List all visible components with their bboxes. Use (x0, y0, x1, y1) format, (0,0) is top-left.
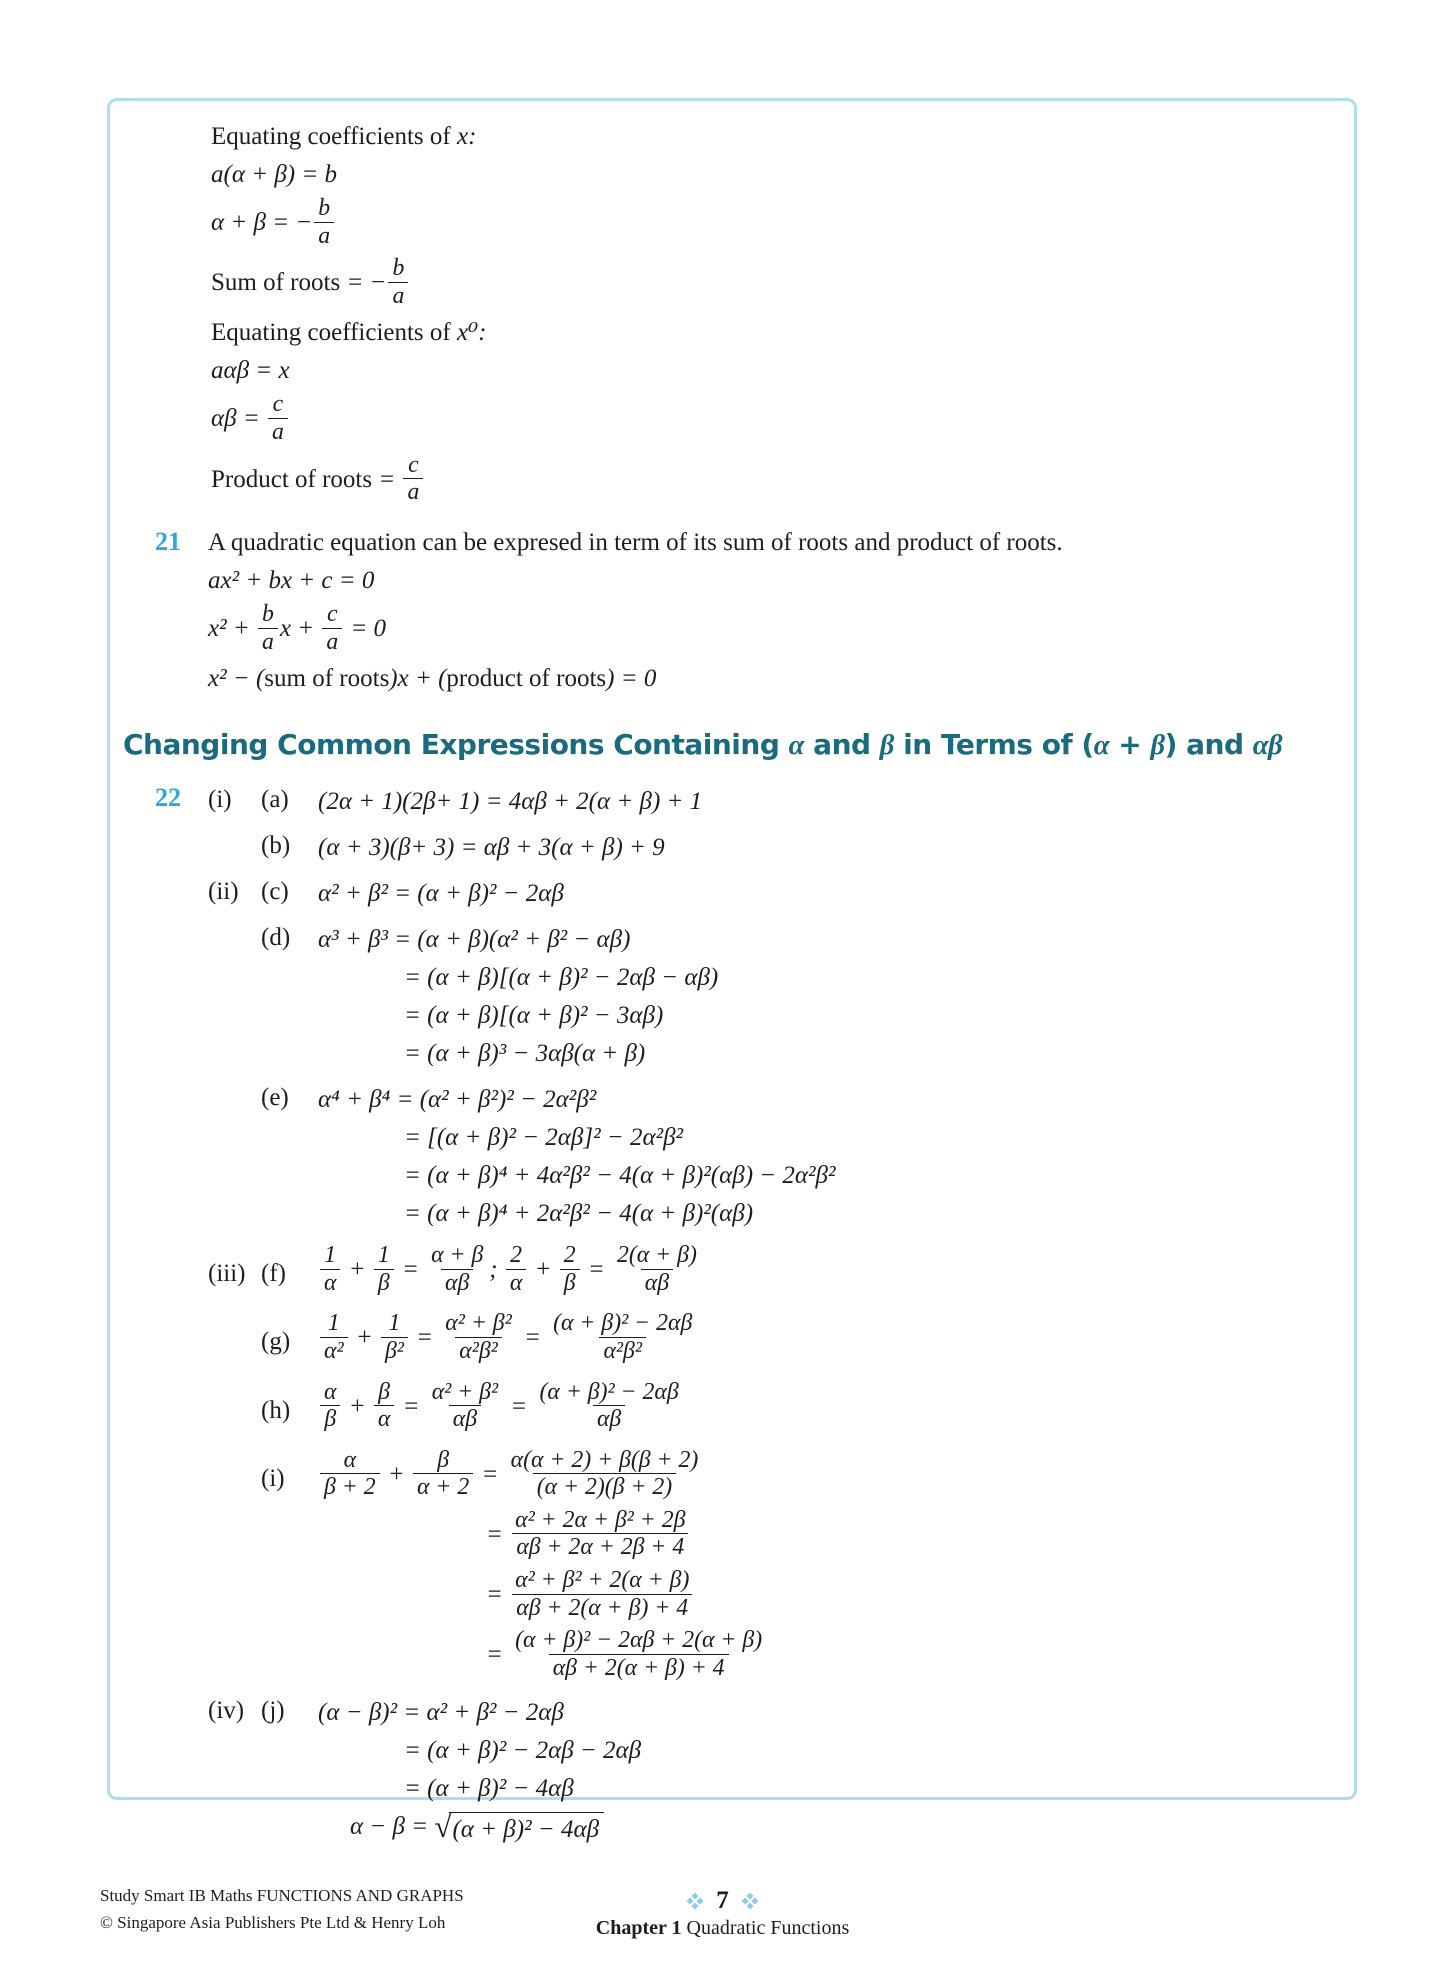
equation-line: Equating coefficients of x⁰: (211, 319, 487, 347)
fraction: $\frac{2}{\alpha}$ (506, 1242, 526, 1296)
chapter-line (0, 1917, 1445, 1940)
equation-line: $\frac{\alpha}{\beta + 2}$ + $\frac{\beta}{\alpha + 2}$ = $\frac{\alpha(\alpha + 2) + \beta(\beta + 2)}{(\alpha + 2)(\beta + 2)}$ (318, 1449, 1324, 1503)
equation-line: = (α + β)² − 4αβ (404, 1775, 574, 1803)
equation-line: $\frac{1}{\text{α²}}$ + $\frac{1}{\text{β²}}$ = $\frac{\text{α² + β²}}{\text{α²β²}}$ = $\frac{\text{(α + β)² − 2αβ}}{\text{α²β²}}$ (318, 1312, 1324, 1366)
equation-line: = (α + β)² − 2αβ − 2αβ (404, 1737, 642, 1765)
equation-line: = (α + β)⁴ + 2α²β² − 4(α + β)²(αβ) (404, 1200, 754, 1228)
book-title: Study Smart IB Maths FUNCTIONS AND GRAPHS (100, 1886, 464, 1906)
letter-label: (i) (261, 1464, 285, 1492)
ornament-diamond-icon (741, 1893, 758, 1910)
equation-group (318, 826, 1324, 870)
equation-line: = [(α + β)² − 2αβ]² − 2α²β² (404, 1124, 684, 1152)
roman-numeral-label (208, 1375, 261, 1441)
chapter-label: Chapter 1 (595, 1917, 682, 1939)
roman-numeral-label (208, 918, 261, 1076)
letter-label: (j) (261, 1697, 285, 1725)
equation-line: α² + β² = (α + β)² − 2αβ (318, 880, 564, 908)
equation-line: = (α + β)⁴ + 4α²β² − 4(α + β)²(αβ) − 2α²β² (404, 1162, 836, 1190)
equation-line: (α − β)² = α² + β² − 2αβ (318, 1699, 564, 1727)
roman-numeral-label: (iii) (208, 1260, 246, 1288)
equation-line: α³ + β³ = (α + β)(α² + β² − αβ) (318, 926, 631, 954)
equation-line: α⁴ + β⁴ = (α² + β²)² − 2α²β² (318, 1086, 597, 1114)
exercise-row (208, 780, 1324, 824)
square-root: √ (α + β)² − 4αβ (434, 1812, 604, 1846)
fraction: $\frac{\alpha(\alpha + 2) + \beta(\beta + 2)}{(\alpha + 2)(\beta + 2)}$ (510, 1446, 699, 1501)
exercise-row (208, 1375, 1324, 1441)
equation-group (318, 1443, 1324, 1690)
equation-line: Equating coefficients of x: (211, 123, 477, 150)
equation-group (318, 1375, 1324, 1441)
ornament-diamond-icon (687, 1893, 704, 1910)
page-number: 7 (716, 1887, 729, 1914)
fraction: $\frac{1}{\beta}$ (374, 1242, 394, 1296)
copyright-line: © Singapore Asia Publishers Pte Ltd & Henry Loh (100, 1912, 446, 1932)
letter-label: (d) (261, 924, 291, 952)
fraction: $\frac{\text{α² + β² + 2(α + β)}}{\alpha\beta + 2(\alpha + \beta) + 4}$ (511, 1567, 693, 1621)
fraction: $\frac{b}{a}$ (388, 255, 408, 309)
fraction: $\frac{\alpha}{\beta + 2}$ (320, 1447, 380, 1501)
letter-label: (g) (261, 1328, 291, 1356)
exercise-row (208, 1443, 1324, 1690)
equation-line: (α + 3)(β+ 3) = αβ + 3(α + β) + 9 (318, 834, 665, 862)
equation-line: ax² + bx + c = 0 (208, 567, 375, 595)
fraction: $\frac{\beta}{\alpha + 2}$ (413, 1447, 473, 1501)
equation-line: $\frac{\alpha}{\beta}$ + $\frac{\beta}{\alpha}$ = $\frac{\text{α² + β²}}{\alpha\beta}$ = $\frac{\text{(α + β)² − 2αβ}}{\alpha\beta}$ (318, 1381, 1324, 1435)
equation-group (318, 872, 1324, 916)
fraction: $\frac{2}{\beta}$ (560, 1242, 580, 1296)
fraction: $\frac{\text{(α + β)² − 2αβ + 2(α + β)}}{\alpha\beta + 2(\alpha + \beta) + 4}$ (515, 1627, 763, 1681)
page-number-row (0, 1887, 1445, 1915)
equation-line: α − β = √ (α + β)² − 4αβ (350, 1811, 1324, 1845)
equation-line: = (α + β)[(α + β)² − 2αβ − αβ) (404, 964, 719, 992)
item-22 (155, 780, 1324, 1854)
fraction: $\frac{\alpha + \beta}{\alpha\beta}$ (431, 1242, 484, 1296)
fraction: $\frac{c}{a}$ (403, 452, 423, 506)
equation-group (318, 780, 1324, 824)
roman-numeral-label: (ii) (208, 878, 239, 906)
equation-line: = $\frac{\text{α² + 2α + β² + 2β}}{\alpha\beta + 2\alpha + 2\beta + 4}$ (486, 1509, 1324, 1563)
equation-line: $\frac{1}{\alpha}$ + $\frac{1}{\beta}$ = $\frac{\alpha + \beta}{\alpha\beta}$ ; $\frac{2}{\alpha}$ + $\frac{2}{\beta}$ = $\frac{2(\alpha + \beta)}{\alpha\beta}$ (318, 1244, 1324, 1298)
fraction: $\frac{2(\alpha + \beta)}{\alpha\beta}$ (616, 1242, 697, 1296)
exercise-row (208, 918, 1324, 1076)
roman-numeral-label: (iv) (208, 1697, 245, 1725)
exercise-row (208, 1078, 1324, 1236)
fraction: $\frac{\alpha}{\beta}$ (320, 1379, 340, 1433)
item-21-body (208, 524, 1324, 702)
equation-line: = (α + β)³ − 3αβ(α + β) (404, 1040, 646, 1068)
exercise-row (208, 826, 1324, 870)
fraction: $\frac{\text{(α + β)² − 2αβ}}{\alpha\beta}$ (539, 1378, 679, 1433)
item-22-rows (208, 780, 1324, 1854)
roman-numeral-label (208, 1443, 261, 1690)
intro-derivation (211, 121, 1324, 508)
equation-group (318, 1238, 1324, 1304)
equation-line: Sum of roots = − $\frac{b}{a}$ (211, 257, 1324, 311)
fraction: $\frac{1}{\text{β²}}$ (381, 1310, 408, 1364)
letter-label: (a) (261, 786, 289, 814)
letter-label: (c) (261, 878, 289, 906)
roman-numeral-label (208, 1078, 261, 1236)
radical-icon: √ (434, 1808, 452, 1844)
exercise-row (208, 1238, 1324, 1304)
equation-group (318, 1691, 1324, 1851)
fraction: $\frac{b}{a}$ (258, 601, 278, 655)
equation-line: Product of roots = $\frac{c}{a}$ (211, 454, 1324, 508)
roman-numeral-label: (i) (208, 786, 232, 814)
letter-label: (h) (261, 1396, 291, 1424)
question-number: 21 (155, 526, 181, 556)
fraction: $\frac{b}{a}$ (314, 195, 334, 249)
equation-line: = $\frac{\text{(α + β)² − 2αβ + 2(α + β)}}{\alpha\beta + 2(\alpha + \beta) + 4}$ (486, 1629, 1324, 1683)
equation-group (318, 1078, 1324, 1236)
question-number: 22 (155, 783, 181, 813)
fraction: $\frac{c}{a}$ (322, 601, 342, 655)
exercise-row (208, 872, 1324, 916)
letter-label: (f) (261, 1260, 286, 1288)
equation-line: x² + $\frac{b}{a}$ x + $\frac{c}{a}$ = 0 (208, 601, 387, 655)
exercise-row (208, 1306, 1324, 1372)
roman-numeral-label (208, 1306, 261, 1372)
section-heading: Changing Common Expressions Containing α and β in Terms of (α + β) and αβ (123, 728, 1283, 762)
item-21 (155, 524, 1324, 702)
equation-group (318, 1306, 1324, 1372)
letter-label: (e) (261, 1084, 289, 1112)
fraction: $\frac{1}{\alpha}$ (320, 1242, 340, 1296)
letter-label: (b) (261, 832, 291, 860)
equation-line: = (α + β)[(α + β)² − 3αβ) (404, 1002, 664, 1030)
chapter-title: Quadratic Functions (686, 1917, 850, 1939)
footer-page-info (0, 1887, 1445, 1940)
item-21-equations (208, 565, 1324, 695)
equation-line: (2α + 1)(2β+ 1) = 4αβ + 2(α + β) + 1 (318, 788, 703, 816)
fraction: $\frac{1}{\text{α²}}$ (320, 1310, 348, 1364)
content-border-box (107, 98, 1357, 1844)
fraction: $\frac{\beta}{\alpha}$ (374, 1379, 394, 1433)
equation-line: a(α + β) = b (211, 161, 337, 188)
fraction: $\frac{\text{(α + β)² − 2αβ}}{\text{α²β²}}$ (553, 1310, 693, 1364)
equation-line: α + β = − $\frac{b}{a}$ (211, 197, 1324, 251)
equation-group (318, 918, 1324, 1076)
fraction: $\frac{c}{a}$ (268, 391, 288, 445)
equation-line: = $\frac{\text{α² + β² + 2(α + β)}}{\alpha\beta + 2(\alpha + \beta) + 4}$ (486, 1569, 1324, 1623)
fraction: $\frac{\text{α² + β²}}{\text{α²β²}}$ (445, 1310, 512, 1364)
equation-line: x² − (sum of roots)x + (product of roots) = 0 (208, 665, 657, 693)
item-21-text: A quadratic equation can be expresed in term of its sum of roots and product of roots. (208, 528, 1063, 556)
exercise-row (208, 1691, 1324, 1851)
fraction: $\frac{\text{α² + 2α + β² + 2β}}{\alpha\beta + 2\alpha + 2\beta + 4}$ (511, 1507, 689, 1561)
equation-line: aαβ = x (211, 357, 290, 385)
equation-line: αβ = $\frac{c}{a}$ (211, 393, 1324, 447)
roman-numeral-label (208, 826, 261, 870)
fraction: $\frac{\text{α² + β²}}{\alpha\beta}$ (431, 1378, 499, 1433)
